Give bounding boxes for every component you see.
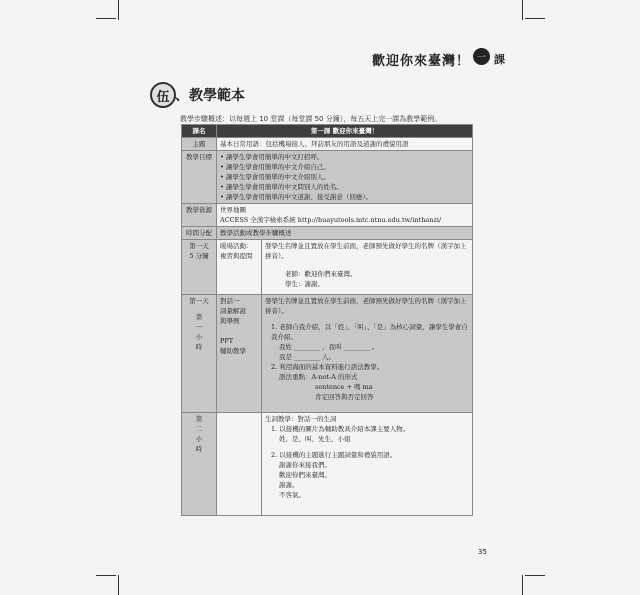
vertical-char: 時 [195,343,203,351]
goal-item: • 讓學生學會用簡單的中文道謝、接受謝意（回應）。 [220,193,373,201]
crop-mark-top-right-h [525,18,545,19]
ppt-sub: 輔助教學 [220,347,246,355]
vertical-char: 第 [195,313,203,321]
lesson-number-badge: 一 [473,48,490,65]
hour1-label [182,295,217,413]
time-value: 教學活動或教學步驟概述 [217,227,473,240]
fill-blank: 我是 ________ 人。 [279,353,336,361]
table-row-resources [182,204,473,227]
page-number: 35 [478,548,487,556]
step-text: 2. 利用海面的基本資料進行語法教學。 [271,363,384,371]
activity-sub: 複習與提問 [220,252,253,260]
goal-item: • 讓學生學會用簡單的中文介紹自己。 [220,163,330,171]
vertical-char: 時 [195,445,203,453]
vocab-title: 生詞教學：對話一的生詞 [265,415,337,423]
hour1-description [262,295,473,413]
table-row-goals [182,151,473,204]
overview-text: 教學步驟概述：以每週上 10 堂課（每堂課 50 分鐘），每五天上完一課為教學範例。 [180,115,442,123]
page-header-title: 歡迎你來臺灣！ [371,54,470,69]
phrase: 謝謝你來接我們。 [279,461,331,469]
header-label-cell: 課名 [182,125,217,138]
step-text: 2. 以接機的主題進行主題詞彙和禮貌用語。 [271,451,397,459]
table-row-time [182,227,473,240]
grammar-point: 語法重點：A-not-A 的形式 [279,373,358,381]
table-row-day1-warmup [182,240,473,295]
crop-mark-top-left-v [118,0,119,20]
time-label: 時間分配 [182,227,217,240]
vertical-char: 一 [195,323,203,331]
vertical-char: 小 [195,435,203,443]
crop-mark-bottom-left-v [118,575,119,595]
resource-item: ACCESS 全漢字檢索系統 http://huayutools.mtc.ntnu.edu.tw/inthanzi/ [220,216,442,224]
phrase: 謝謝。 [279,481,299,489]
theme-value: 基本日常用語：包括機場接人、拜訪朋友的用語及道謝的禮貌用語 [217,138,473,151]
resources-label: 教學資源 [182,204,217,227]
table-row-day1-hour1 [182,295,473,413]
vertical-char: 小 [195,333,203,341]
lesson-suffix: 課 [494,53,505,66]
goals-label: 教學目標 [182,151,217,204]
day1-activity [217,240,262,295]
phrase: 不客氣。 [279,491,305,499]
duration-label: 5 分鐘 [189,252,209,260]
header-value-cell: 第一課 歡迎你來臺灣！ [217,125,473,138]
day1-description [262,240,473,295]
hour2-label [182,413,217,516]
step-text: 1. 老師自我介紹，以「姓」、「叫」、「是」為核心詞彙，讓學生學會自我介紹。 [271,323,468,341]
day-label: 第一天 [189,297,209,305]
crop-mark-bottom-left-h [96,575,116,576]
table-row-header [182,125,473,138]
grammar-point: 肯定回答與否定回答 [315,393,374,401]
dialog-line: 學生：謝謝。 [285,280,324,288]
day1-label [182,240,217,295]
activity-sub: 與舉例 [220,317,240,325]
step-text: 1. 以接機的圖片為輔助教具介紹本課主要人物。 [271,425,410,433]
crop-mark-bottom-right-v [522,575,523,595]
hour1-activity [217,295,262,413]
section-number-circle: 伍 [150,82,176,108]
dialog-line: 老師：歡迎你們來臺灣。 [285,270,357,278]
phrase: 歡迎你們來臺灣。 [279,471,331,479]
lesson-plan-table [181,124,473,516]
grammar-point: sentence + 嗎 ma [315,383,373,391]
activity-name: 暖場活動： [220,242,253,250]
goal-item: • 讓學生學會用簡單的中文問別人的姓名。 [220,183,343,191]
vertical-char: 二 [195,425,203,433]
day-label: 第一天 [189,242,209,250]
activity-description: 發學生名牌並且置放在學生前面，老師預先做好學生的名牌（漢字加上拼音）。 [265,297,467,315]
hour2-activity [217,413,262,516]
fill-blank: 我姓 ________ ，我叫 ________ 。 [279,343,379,351]
resource-item: 世界地圖 [220,206,246,214]
resources-list [217,204,473,227]
table-row-theme [182,138,473,151]
crop-mark-top-left-h [96,18,116,19]
section-title: 、教學範本 [175,88,245,104]
crop-mark-bottom-right-h [525,575,545,576]
goal-item: • 讓學生學會用簡單的中文介紹別人。 [220,173,330,181]
theme-label: 主題 [182,138,217,151]
activity-description: 發學生名牌並且置放在學生前面，老師預先做好學生的名牌（漢字加上拼音）。 [265,242,467,260]
goal-item: • 讓學生學會用簡單的中文打招呼。 [220,153,324,161]
vertical-char: 第 [195,415,203,423]
hour2-description [262,413,473,516]
table-row-day1-hour2 [182,413,473,516]
activity-sub: 詞彙解說 [220,307,246,315]
vocab-words: 姓、是、叫、先生、小姐 [279,435,351,443]
ppt-label: PPT [220,337,234,345]
goals-list [217,151,473,204]
crop-mark-top-right-v [522,0,523,20]
activity-name: 對話一 [220,297,240,305]
